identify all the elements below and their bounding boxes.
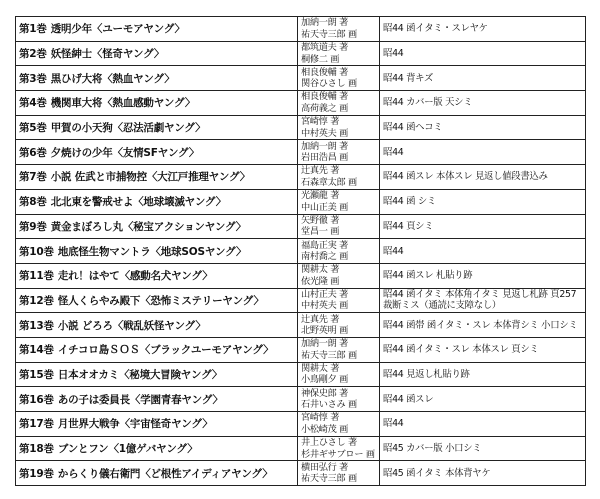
author-credit: 都筑道夫 著 [301, 42, 349, 54]
condition-note: 昭44 [380, 239, 586, 264]
book-title: 甲賀の小天狗〈忍法活劇ヤング〉 [50, 122, 206, 135]
volume-number: 第4巻 [19, 97, 47, 110]
condition-note: 昭44 函イタミ・スレヤケ [380, 17, 586, 42]
author-credit: 光瀬龍 著 [301, 190, 340, 202]
book-title: 怪人くらやみ殿下〈恐怖ミステリーヤング〉 [57, 294, 264, 307]
book-title: 小説 佐武と市捕物控〈大江戸推理ヤング〉 [50, 171, 251, 184]
table-row [16, 91, 586, 116]
table-row [16, 362, 586, 387]
book-title-cell [16, 461, 298, 486]
book-title: 機関車大将〈熱血感動ヤング〉 [50, 97, 196, 110]
author-credit: 神保史郎 著 [301, 387, 349, 399]
book-title: 黒ひげ大将〈熱血ヤング〉 [50, 72, 175, 85]
credits-cell [298, 263, 380, 288]
credits-cell [298, 214, 380, 239]
credits-cell [298, 165, 380, 190]
book-title: 月世界大戦争〈宇宙怪奇ヤング〉 [57, 418, 213, 431]
book-title: 黄金まぼろし丸〈秘宝アクションヤング〉 [50, 220, 247, 233]
table-row [16, 115, 586, 140]
volume-number: 第1巻 [19, 23, 47, 36]
book-title-cell [16, 362, 298, 387]
illustrator-credit: 桐修二 画 [301, 53, 340, 65]
illustrator-credit: 祐天寺三郎 画 [301, 28, 357, 40]
condition-note: 昭44 函イタミ 本体角イタミ 見返し札跡 頁257裁断ミス（通読に支障なし） [380, 288, 586, 313]
condition-note: 昭44 函帯 函イタミ・スレ 本体背シミ 小口シミ [380, 313, 586, 338]
credits-cell [298, 189, 380, 214]
author-credit: 宮崎惇 著 [301, 116, 340, 128]
author-credit: 相良俊輔 著 [301, 66, 349, 78]
table-row [16, 140, 586, 165]
illustrator-credit: 北野英明 画 [301, 325, 349, 337]
condition-note: 昭44 見返し札貼り跡 [380, 362, 586, 387]
table-row [16, 214, 586, 239]
table-row [16, 41, 586, 66]
credits-cell [298, 313, 380, 338]
author-credit: 横田弘行 著 [301, 461, 349, 473]
book-title: からくり儀右衛門〈ど根性アイディアヤング〉 [57, 467, 273, 480]
volume-number: 第17巻 [19, 418, 54, 431]
illustrator-credit: 小鳥剛夕 画 [301, 374, 349, 386]
condition-note: 昭44 函スレ [380, 387, 586, 412]
illustrator-credit: 中村英夫 画 [301, 300, 349, 312]
illustrator-credit: 中村英夫 画 [301, 127, 349, 139]
author-credit: 加納一朗 著 [301, 140, 349, 152]
volume-number: 第16巻 [19, 393, 54, 406]
book-title-cell [16, 436, 298, 461]
credits-cell [298, 66, 380, 91]
credits-cell [298, 239, 380, 264]
table-row [16, 412, 586, 437]
table-row [16, 263, 586, 288]
book-title: 妖怪紳士〈怪奇ヤング〉 [50, 48, 165, 61]
author-credit: 山村正夫 著 [301, 288, 349, 300]
condition-note: 昭44 背キズ [380, 66, 586, 91]
illustrator-credit: 依光隆 画 [301, 275, 340, 287]
credits-cell [298, 387, 380, 412]
illustrator-credit: 小松崎茂 画 [301, 423, 349, 435]
credits-cell [298, 140, 380, 165]
table-row [16, 17, 586, 42]
condition-note: 昭44 函ヘコミ [380, 115, 586, 140]
author-credit: 井上ひさし 著 [301, 437, 357, 449]
book-title: 透明少年〈ユーモアヤング〉 [50, 23, 185, 36]
illustrator-credit: 岩田浩昌 画 [301, 152, 349, 164]
table-row [16, 436, 586, 461]
volume-number: 第8巻 [19, 196, 47, 209]
condition-note: 昭45 函イタミ 本体背ヤケ [380, 461, 586, 486]
table-row [16, 288, 586, 313]
table-row [16, 66, 586, 91]
volume-number: 第2巻 [19, 48, 47, 61]
illustrator-credit: 石井いさみ 画 [301, 399, 357, 411]
book-title: 日本オオカミ〈秘境大冒険ヤング〉 [57, 368, 223, 381]
table-row [16, 239, 586, 264]
book-title-cell [16, 337, 298, 362]
author-credit: 矢野徹 著 [301, 214, 340, 226]
volume-number: 第10巻 [19, 245, 54, 258]
illustrator-credit: 堂昌一 画 [301, 226, 340, 238]
volume-number: 第18巻 [19, 443, 54, 456]
book-title-cell [16, 214, 298, 239]
volume-number: 第15巻 [19, 368, 54, 381]
credits-cell [298, 17, 380, 42]
book-title: ブンとフン〈1億ゲバヤング〉 [57, 443, 198, 456]
book-title: 小説 どろろ〈戦乱妖怪ヤング〉 [57, 319, 206, 332]
book-title-cell [16, 17, 298, 42]
book-list-sheet [15, 16, 585, 486]
volume-number: 第3巻 [19, 72, 47, 85]
credits-cell [298, 412, 380, 437]
volume-number: 第12巻 [19, 294, 54, 307]
volume-number: 第6巻 [19, 146, 47, 159]
book-title-cell [16, 263, 298, 288]
condition-note: 昭44 [380, 412, 586, 437]
credits-cell [298, 91, 380, 116]
illustrator-credit: 杉井ギサブロー 画 [301, 448, 375, 460]
book-title: イチコロ島ＳＯＳ〈ブラックユーモアヤング〉 [57, 344, 274, 357]
volume-number: 第11巻 [19, 270, 54, 283]
illustrator-credit: 中山正美 画 [301, 201, 349, 213]
table-row [16, 189, 586, 214]
book-title-cell [16, 239, 298, 264]
author-credit: 相良俊輔 著 [301, 91, 349, 103]
book-list-table [15, 16, 586, 486]
credits-cell [298, 115, 380, 140]
table-row [16, 165, 586, 190]
credits-cell [298, 362, 380, 387]
book-title-cell [16, 288, 298, 313]
book-title-cell [16, 66, 298, 91]
illustrator-credit: 石森章太郎 画 [301, 176, 357, 188]
illustrator-credit: 南村喬之 画 [301, 251, 349, 263]
author-credit: 加納一朗 著 [301, 17, 349, 29]
volume-number: 第13巻 [19, 319, 54, 332]
table-row [16, 337, 586, 362]
illustrator-credit: 祐天寺三郎 画 [301, 349, 357, 361]
author-credit: 関耕太 著 [301, 362, 340, 374]
credits-cell [298, 41, 380, 66]
book-title: あの子は委員長〈学園青春ヤング〉 [57, 393, 223, 406]
credits-cell [298, 337, 380, 362]
credits-cell [298, 461, 380, 486]
book-title-cell [16, 165, 298, 190]
condition-note: 昭45 カバー版 小口シミ [380, 436, 586, 461]
book-title-cell [16, 189, 298, 214]
author-credit: 辻真先 著 [301, 165, 340, 177]
book-title-cell [16, 91, 298, 116]
author-credit: 宮崎惇 著 [301, 412, 340, 424]
book-title-cell [16, 313, 298, 338]
book-list-body [16, 17, 586, 486]
credits-cell [298, 288, 380, 313]
book-title-cell [16, 41, 298, 66]
illustrator-credit: 高荷義之 画 [301, 102, 349, 114]
author-credit: 加納一朗 著 [301, 338, 349, 350]
illustrator-credit: 関谷ひさし 画 [301, 78, 357, 90]
author-credit: 関耕太 著 [301, 264, 340, 276]
condition-note: 昭44 函スレ 札貼り跡 [380, 263, 586, 288]
condition-note: 昭44 函イタミ・スレ 本体スレ 頁シミ [380, 337, 586, 362]
book-title: 北北東を警戒せよ〈地球壊滅ヤング〉 [50, 196, 227, 209]
condition-note: 昭44 函 シミ [380, 189, 586, 214]
credits-cell [298, 436, 380, 461]
book-title: 地底怪生物マントラ〈地球SOSヤング〉 [57, 245, 247, 258]
book-title-cell [16, 115, 298, 140]
condition-note: 昭44 カバー版 天シミ [380, 91, 586, 116]
condition-note: 昭44 頁シミ [380, 214, 586, 239]
table-row [16, 461, 586, 486]
condition-note: 昭44 函スレ 本体スレ 見返し値段書込み [380, 165, 586, 190]
condition-note: 昭44 [380, 140, 586, 165]
table-row [16, 387, 586, 412]
book-title-cell [16, 412, 298, 437]
book-title-cell [16, 387, 298, 412]
book-title-cell [16, 140, 298, 165]
book-title: 夕焼けの少年〈友情SFヤング〉 [50, 146, 200, 159]
book-title: 走れ！はやて〈感動名犬ヤング〉 [57, 270, 213, 283]
volume-number: 第19巻 [19, 467, 54, 480]
volume-number: 第5巻 [19, 122, 47, 135]
author-credit: 福島正実 著 [301, 239, 349, 251]
volume-number: 第9巻 [19, 220, 47, 233]
table-row [16, 313, 586, 338]
volume-number: 第14巻 [19, 344, 54, 357]
illustrator-credit: 祐天寺三郎 画 [301, 473, 357, 485]
author-credit: 辻真先 著 [301, 313, 340, 325]
volume-number: 第7巻 [19, 171, 47, 184]
condition-note: 昭44 [380, 41, 586, 66]
